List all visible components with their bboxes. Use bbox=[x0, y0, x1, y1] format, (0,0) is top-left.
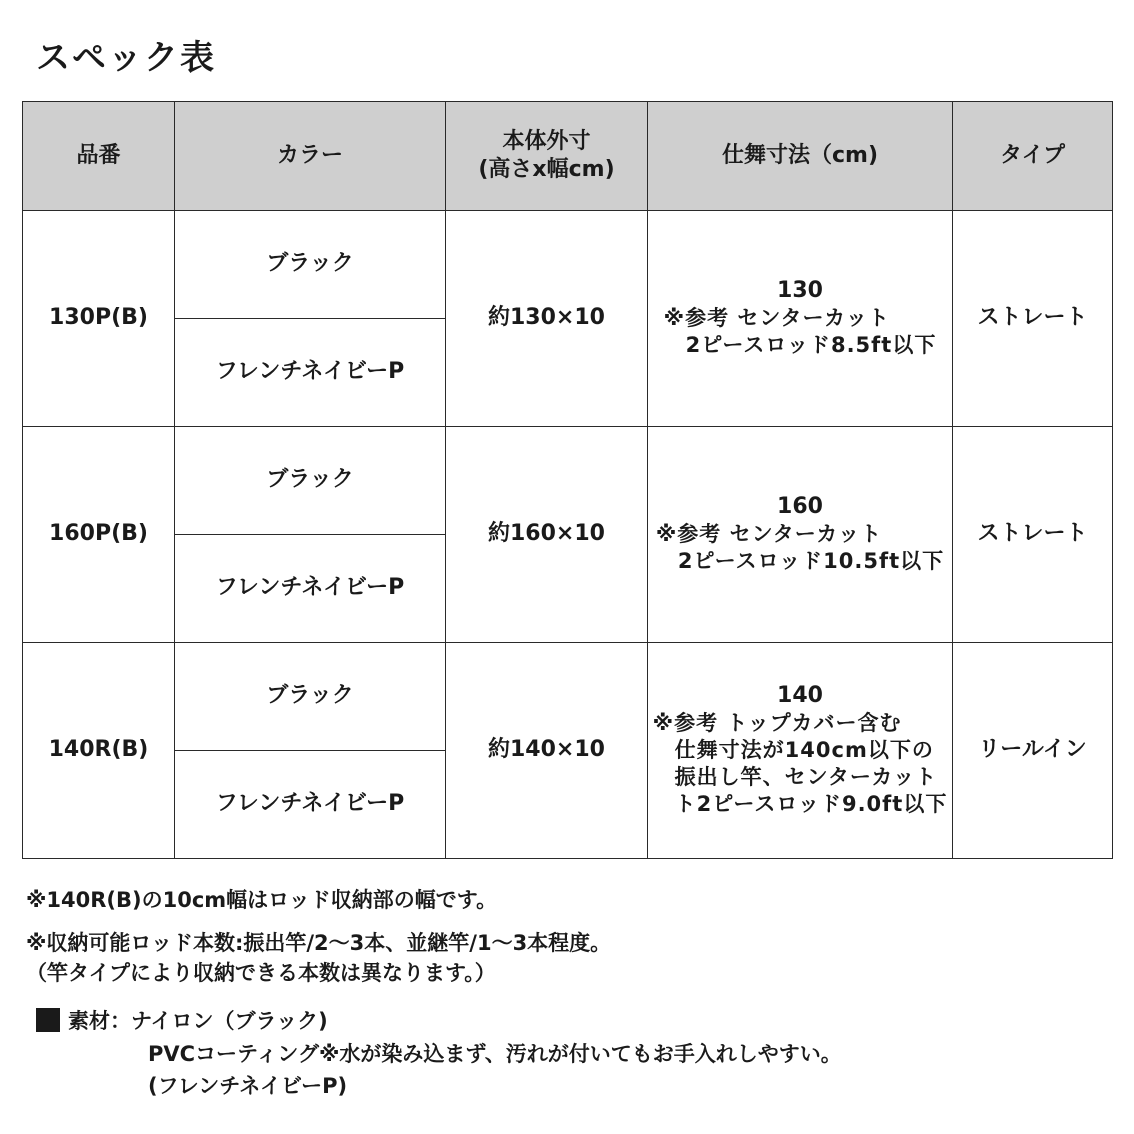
storage-note-line: ※参考 トップカバー含む bbox=[652, 711, 902, 736]
storage-value: 140 bbox=[777, 683, 823, 709]
header-type: タイプ bbox=[953, 102, 1113, 211]
storage-note-line: 仕舞寸法が140cm以下の bbox=[652, 738, 934, 763]
header-size-line1: 本体外寸 bbox=[502, 128, 591, 154]
color-cell: ブラック bbox=[175, 427, 446, 535]
storage-value: 130 bbox=[777, 277, 823, 303]
material-label: 素材：ナイロン（ブラック) bbox=[68, 1009, 328, 1033]
footnote-capacity-subline: （竿タイプにより収納できる本数は異なります。） bbox=[26, 961, 496, 986]
storage-cell bbox=[648, 427, 953, 643]
storage-cell bbox=[648, 211, 953, 427]
table-header-row bbox=[23, 102, 1113, 211]
table-row bbox=[23, 427, 1113, 535]
material-section bbox=[36, 1005, 842, 1103]
color-cell: フレンチネイビーP bbox=[175, 535, 446, 643]
storage-note-line: ト2ピースロッド9.0ft以下 bbox=[652, 791, 948, 816]
size-value-cell: 約130×10 bbox=[446, 211, 648, 427]
storage-note bbox=[664, 305, 937, 359]
header-size-line2: (高さx幅cm) bbox=[478, 157, 615, 182]
storage-note-line: 2ピースロッド10.5ft以下 bbox=[655, 548, 945, 573]
material-line3: (フレンチネイビーP) bbox=[148, 1074, 348, 1099]
storage-note-line: ※参考 センターカット bbox=[655, 522, 883, 547]
storage-note-line: ※参考 センターカット bbox=[663, 306, 890, 331]
spec-table bbox=[22, 101, 1113, 859]
model-cell: 160P(B) bbox=[23, 427, 175, 643]
storage-note bbox=[656, 521, 944, 575]
header-color: カラー bbox=[175, 102, 446, 211]
size-value-cell: 約160×10 bbox=[446, 427, 648, 643]
storage-note-line: 2ピースロッド8.5ft以下 bbox=[663, 332, 937, 357]
footnote-capacity bbox=[26, 928, 611, 989]
size-value-cell: 約140×10 bbox=[446, 643, 648, 859]
page-title: スペック表 bbox=[36, 38, 216, 78]
table-row bbox=[23, 211, 1113, 319]
table-row bbox=[23, 643, 1113, 751]
footnote-width: ※140R(B)の10cm幅はロッド収納部の幅です。 bbox=[26, 888, 498, 912]
color-cell: フレンチネイビーP bbox=[175, 751, 446, 859]
header-model: 品番 bbox=[23, 102, 175, 211]
color-cell: フレンチネイビーP bbox=[175, 319, 446, 427]
storage-note bbox=[653, 710, 948, 818]
footnote-capacity-line: ※収納可能ロッド本数:振出竿/2〜3本、並継竿/1〜3本程度。 bbox=[26, 931, 612, 955]
material-row bbox=[36, 1005, 842, 1038]
material-line2: PVCコーティング※水が染み込まず、汚れが付いてもお手入れしやすい。 bbox=[148, 1041, 842, 1066]
model-cell: 130P(B) bbox=[23, 211, 175, 427]
type-cell: ストレート bbox=[953, 211, 1113, 427]
header-storage: 仕舞寸法（cm) bbox=[648, 102, 953, 211]
model-cell: 140R(B) bbox=[23, 643, 175, 859]
type-cell: ストレート bbox=[953, 427, 1113, 643]
storage-note-line: 振出し竿、センターカット bbox=[652, 764, 938, 789]
color-cell: ブラック bbox=[175, 211, 446, 319]
header-size bbox=[446, 102, 648, 211]
storage-cell bbox=[648, 643, 953, 859]
bullet-square-icon bbox=[36, 1008, 60, 1032]
storage-value: 160 bbox=[777, 493, 823, 519]
color-cell: ブラック bbox=[175, 643, 446, 751]
type-cell: リールイン bbox=[953, 643, 1113, 859]
